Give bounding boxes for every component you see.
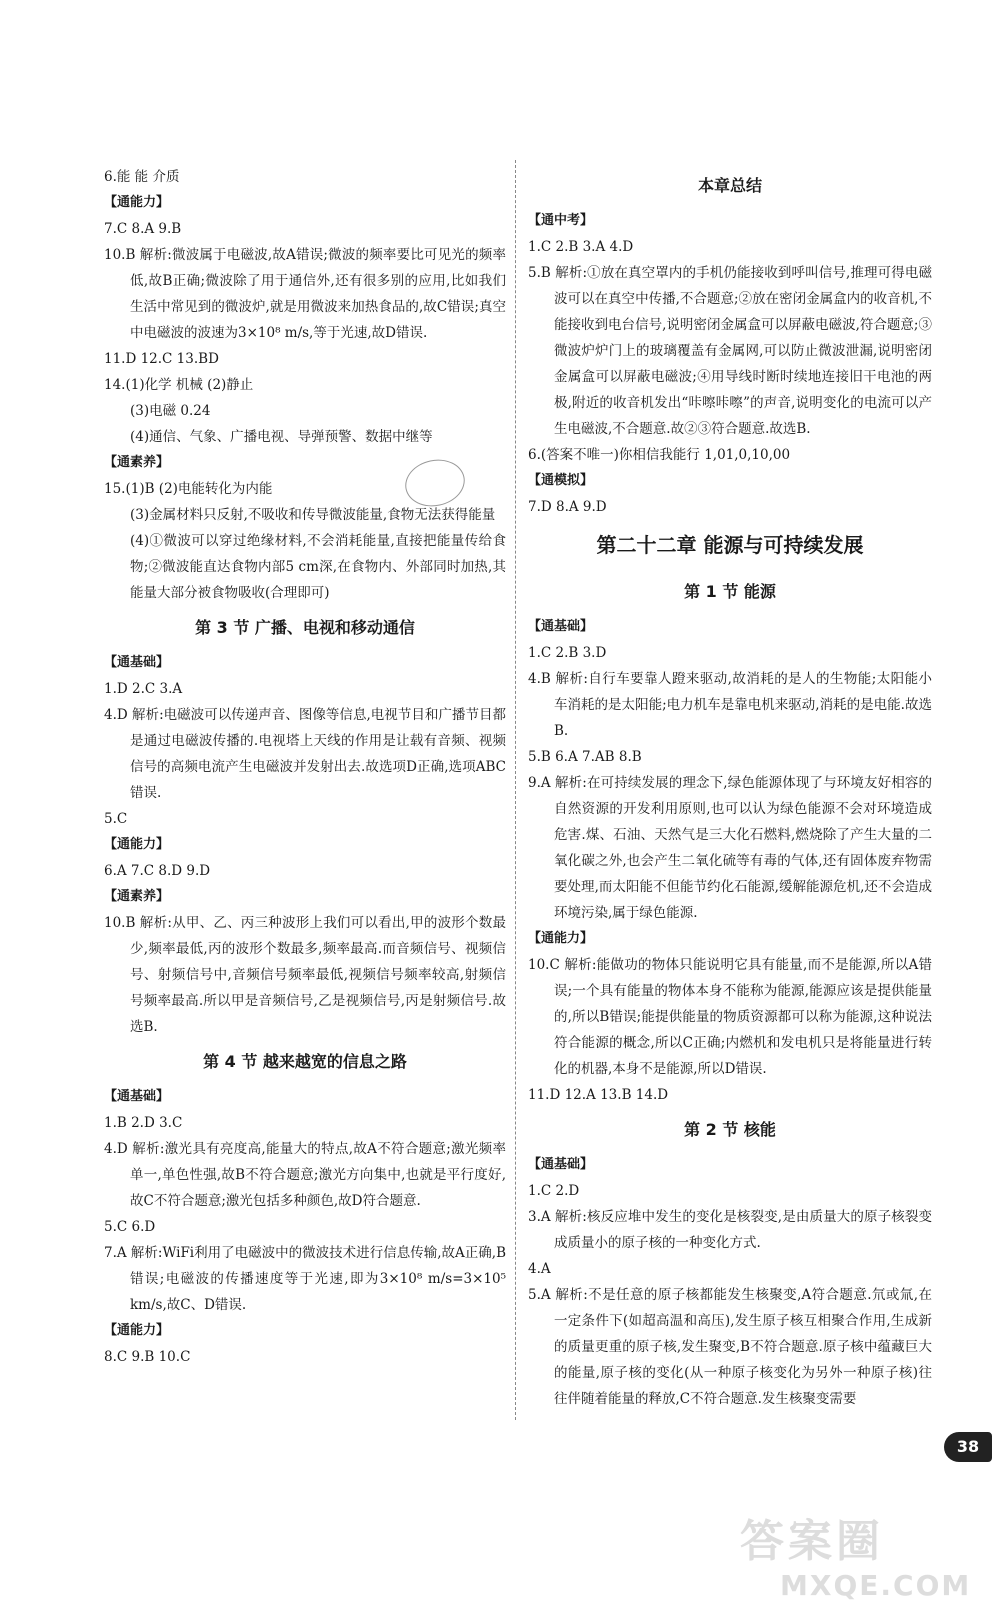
explanation-paragraph: (3)金属材料只反射,不吸收和传导微波能量,食物无法获得能量 [130,507,496,523]
section-tag: 【通能力】 [528,931,594,946]
section-tag: 【通素养】 [104,889,170,904]
section-tag: 【通能力】 [104,195,170,210]
answer-line: 1.C 2.D [528,1183,580,1199]
section-tag: 【通能力】 [104,837,170,852]
explanation-paragraph: 9.A 解析:在可持续发展的理念下,绿色能源体现了与环境友好相容的自然资源的开发利用原则,也可以认为绿色能源不会对环境造成危害.煤、石油、天然气是三大化石燃料,燃烧除了产生大量的二氧化碳之外,也会产生二氧化硫等有毒的气体,还有固体废弃物需要处理,而太阳能不但能节约化石能源,缓解能源危机,还不会造成环境污染,属于绿色能源. [528,775,932,921]
explanation-paragraph: 5.A 解析:不是任意的原子核都能发生核聚变,A符合题意.氘或氚,在一定条件下(如超高温和高压),发生原子核互相聚合作用,生成新的质量更重的原子核,发生聚变,B不符合题意.原子核中蕴藏巨大的能量,原子核的变化(从一种原子核变化为另外一种原子核)往往伴随着能量的释放,C不符合题意.发生核聚变需要 [528,1287,932,1407]
explanation-paragraph: 4.D 解析:激光具有亮度高,能量大的特点,故A不符合题意;激光频率单一,单色性强,故B不符合题意;激光方向集中,也就是平行度好,故C不符合题意;激光包括多种颜色,故D符合题意. [104,1141,506,1209]
answer-line: (3)电磁 0.24 [130,403,211,419]
section-tag: 【通基础】 [528,1157,594,1172]
explanation-paragraph: 3.A 解析:核反应堆中发生的变化是核裂变,是由质量大的原子核裂变成质量小的原子核的一种变化方式. [528,1209,932,1251]
answer-line: 7.D 8.A 9.D [528,499,607,515]
section-heading: 第 4 节 越来越宽的信息之路 [203,1052,407,1071]
watermark-logo-text: 答案圈 [740,1516,884,1567]
answer-line: 11.D 12.A 13.B 14.D [528,1087,669,1103]
section-tag: 【通中考】 [528,213,594,228]
answer-line: (4)通信、气象、广播电视、导弹预警、数据中继等 [130,429,433,445]
section-heading: 第 3 节 广播、电视和移动通信 [195,618,415,637]
answer-line: 6.能 能 介质 [104,169,180,185]
explanation-paragraph: 10.C 解析:能做功的物体只能说明它具有能量,而不是能源,所以A错误;一个具有能量的物体本身不能称为能源,能源应该是提供能量的,所以B错误;能提供能量的物质资源都可以称为能源,这种说法符合能源的概念,所以C正确;内燃机和发电机只是将能量进行转化的机器,本身不是能源,所以D错误. [528,957,932,1077]
section-tag: 【通素养】 [104,455,170,470]
answer-line: 1.B 2.D 3.C [104,1115,183,1131]
explanation-paragraph: 7.A 解析:WiFi利用了电磁波中的微波技术进行信息传输,故A正确,B错误;电磁波的传播速度等于光速,即为3×10⁸ m/s=3×10⁵ km/s,故C、D错误. [104,1245,506,1313]
section-heading: 第 1 节 能源 [684,582,776,601]
column-divider [515,160,516,1420]
answer-line: 6.A 7.C 8.D 9.D [104,863,211,879]
chapter-heading: 第二十二章 能源与可持续发展 [596,533,864,557]
answer-line: 7.C 8.A 9.B [104,221,182,237]
right-column [528,164,932,1412]
section-tag: 【通基础】 [528,619,594,634]
answer-line: 4.A [528,1261,551,1277]
explanation-paragraph: 4.D 解析:电磁波可以传递声音、图像等信息,电视节目和广播节目都是通过电磁波传播的.电视塔上天线的作用是让载有音频、视频信号的高频电流产生电磁波并发射出去.故选项D正确,选项ABC错误. [104,707,506,801]
answer-line: 8.C 9.B 10.C [104,1349,191,1365]
section-tag: 【通基础】 [104,1089,170,1104]
page-number: 38 [944,1432,992,1462]
answer-line: 15.(1)B (2)电能转化为内能 [104,481,273,497]
explanation-paragraph: 10.B 解析:微波属于电磁波,故A错误;微波的频率要比可见光的频率低,故B正确;微波除了用于通信外,还有很多别的应用,比如我们生活中常见到的微波炉,就是用微波来加热食品的,故C错误;真空中电磁波的波速为3×10⁸ m/s,等于光速,故D错误. [104,247,506,341]
section-tag: 【通能力】 [104,1323,170,1338]
answer-line: 6.(答案不唯一)你相信我能行 1,01,0,10,00 [528,447,791,463]
answer-line: 5.C [104,811,128,827]
section-heading: 第 2 节 核能 [684,1120,776,1139]
explanation-paragraph: 4.B 解析:自行车要靠人蹬来驱动,故消耗的是人的生物能;太阳能小车消耗的是太阳能;电力机车是靠电机来驱动,消耗的是电能.故选B. [528,671,932,739]
answer-line: 5.B 6.A 7.AB 8.B [528,749,642,765]
section-heading: 本章总结 [697,176,762,195]
left-column [104,164,506,1370]
answer-line: 1.D 2.C 3.A [104,681,183,697]
section-tag: 【通基础】 [104,655,170,670]
answer-line: 14.(1)化学 机械 (2)静止 [104,377,254,393]
answer-line: 1.C 2.B 3.D [528,645,607,661]
answer-line: 1.C 2.B 3.A 4.D [528,239,634,255]
answer-line: 11.D 12.C 13.BD [104,351,219,367]
explanation-paragraph: (4)①微波可以穿过绝缘材料,不会消耗能量,直接把能量传给食物;②微波能直达食物内部5 cm深,在食物内、外部同时加热,其能量大部分被食物吸收(合理即可) [130,533,506,601]
watermark [740,1505,971,1602]
watermark-url: MXQE.COM [780,1569,972,1602]
explanation-paragraph: 5.B 解析:①放在真空罩内的手机仍能接收到呼叫信号,推理可得电磁波可以在真空中传播,不合题意;②放在密闭金属盒内的收音机,不能接收到电台信号,说明密闭金属盒可以屏蔽电磁波,符合题意;③微波炉炉门上的玻璃覆盖有金属网,可以防止微波泄漏,说明密闭金属盒可以屏蔽电磁波;④用导线时断时续地连接旧干电池的两极,附近的收音机发出“咔嚓咔嚓”的声音,说明变化的电流可以产生电磁波,不合题意.故②③符合题意.故选B. [528,265,932,437]
section-tag: 【通模拟】 [528,473,594,488]
answer-line: 5.C 6.D [104,1219,156,1235]
explanation-paragraph: 10.B 解析:从甲、乙、丙三种波形上我们可以看出,甲的波形个数最少,频率最低,丙的波形个数最多,频率最高.而音频信号、视频信号、射频信号中,音频信号频率最低,视频信号频率较高,射频信号频率最高.所以甲是音频信号,乙是视频信号,丙是射频信号.故选B. [104,915,506,1035]
